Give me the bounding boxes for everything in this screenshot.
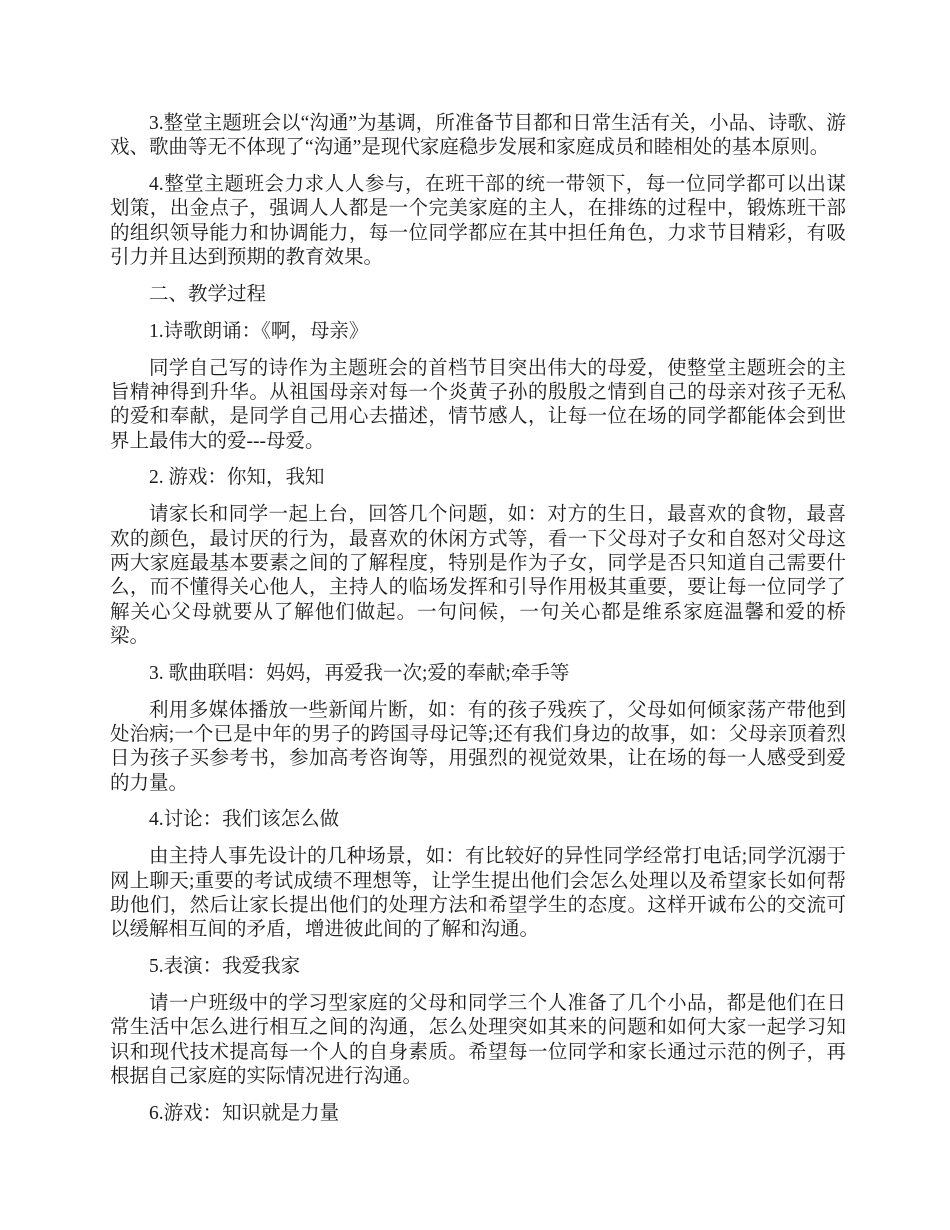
- paragraph-6: 2. 游戏：你知，我知: [149, 467, 325, 489]
- paragraph-10: 4.讨论：我们该怎么做: [149, 809, 340, 831]
- paragraph-5: 同学自己写的诗作为主题班会的首档节目突出伟大的母爱，使整堂主题班会的主旨精神得到升华。从祖国母亲对每一个炎黄子孙的殷殷之情到自己的母亲对孩子无私的爱和奉献，是同学自己用心去描述，情节感人，让每一位在场的同学都能体会到世界上最伟大的爱---母爱。: [110, 357, 846, 452]
- paragraph-8: 3. 歌曲联唱：妈妈，再爱我一次;爱的奉献;牵手等: [149, 662, 570, 684]
- paragraph-3: 二、教学过程: [149, 283, 267, 305]
- paragraph-11: 由主持人事先设计的几种场景，如：有比较好的异性同学经常打电话;同学沉溺于网上聊天;重要的考试成绩不理想等，让学生提出他们会怎么处理以及希望家长如何帮助他们，然后让家长提出他们的处理方法和希望学生的态度。这样开诚布公的交流可以缓解相互间的矛盾，增进彼此间的了解和沟通。: [110, 846, 846, 941]
- paragraph-9: 利用多媒体播放一些新闻片断，如：有的孩子残疾了，父母如何倾家荡产带他到处治病;一个已是中年的男子的跨国寻母记等;还有我们身边的故事，如：父母亲顶着烈日为孩子买参考书，参加高考咨询等，用强烈的视觉效果，让在场的每一人感受到爱的力量。: [110, 699, 846, 794]
- paragraph-2: 4.整堂主题班会力求人人参与，在班干部的统一带领下，每一位同学都可以出谋划策，出金点子，强调人人都是一个完美家庭的主人，在排练的过程中，锻炼班干部的组织领导能力和协调能力，每一位同学都应在其中担任角色，力求节目精彩，有吸引力并且达到预期的教育效果。: [110, 174, 846, 269]
- paragraph-7: 请家长和同学一起上台，回答几个问题，如：对方的生日，最喜欢的食物，最喜欢的颜色，最讨厌的行为，最喜欢的休闲方式等，看一下父母对子女和自怒对父母这两大家庭最基本要素之间的了解程度，特别是作为子女，同学是否只知道自己需要什么，而不懂得关心他人，主持人的临场发挥和引导作用极其重要，要让每一位同学了解关心父母就要从了解他们做起。一句问候，一句关心都是维系家庭温馨和爱的桥梁。: [110, 504, 846, 647]
- document-body: [110, 112, 846, 1126]
- paragraph-1: 3.整堂主题班会以“沟通”为基调，所准备节目都和日常生活有关，小品、诗歌、游戏、歌曲等无不体现了“沟通”是现代家庭稳步发展和家庭成员和睦相处的基本原则。: [110, 113, 846, 159]
- paragraph-14: 6.游戏：知识就是力量: [149, 1102, 340, 1124]
- paragraph-13: 请一户班级中的学习型家庭的父母和同学三个人准备了几个小品，都是他们在日常生活中怎么进行相互之间的沟通，怎么处理突如其来的问题和如何大家一起学习知识和现代技术提高每一个人的自身素质。希望每一位同学和家长通过示范的例子，再根据自己家庭的实际情况进行沟通。: [110, 992, 846, 1087]
- paragraph-4: 1.诗歌朗诵：《啊，母亲》: [149, 320, 369, 342]
- paragraph-12: 5.表演：我爱我家: [149, 956, 301, 978]
